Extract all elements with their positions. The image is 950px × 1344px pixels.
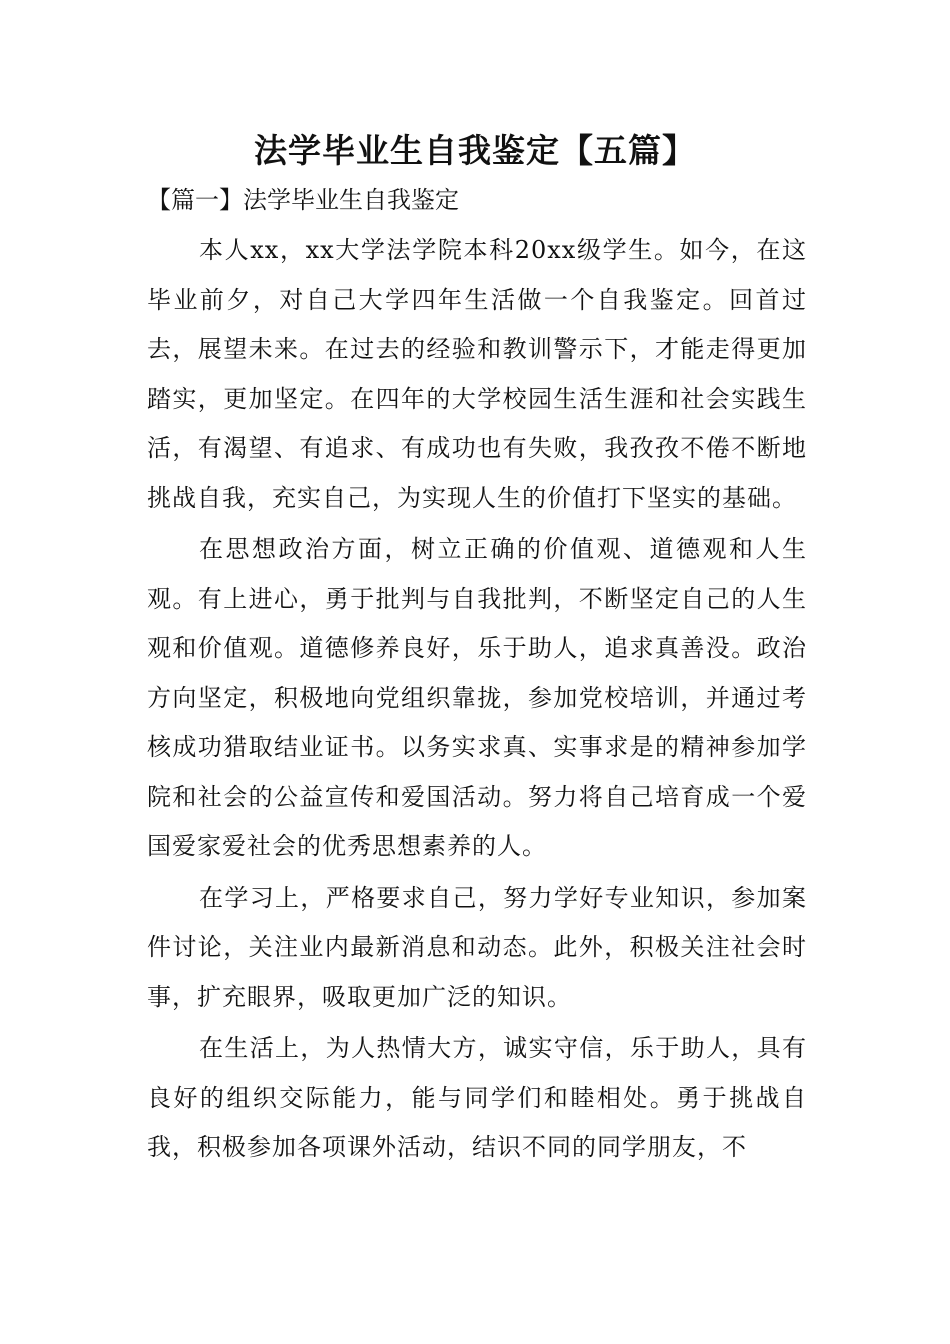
document-title: 法学毕业生自我鉴定【五篇】	[254, 131, 696, 170]
document-body	[147, 226, 807, 1175]
paragraph-study: 在学习上，严格要求自己，努力学好专业知识，参加案件讨论，关注业内最新消息和动态。此外，积极关注社会时事，扩充眼界，吸取更加广泛的知识。	[147, 883, 807, 1011]
paragraph-intro: 本人xx，xx大学法学院本科20xx级学生。如今，在这毕业前夕，对自己大学四年生活做一个自我鉴定。回首过去，展望未来。在过去的经验和教训警示下，才能走得更加踏实，更加坚定。在四年的大学校园生活生涯和社会实践生活，有渴望、有追求、有成功也有失败，我孜孜不倦不断地挑战自我，充实自己，为实现人生的价值打下坚实的基础。	[147, 236, 807, 512]
paragraph-ideology: 在思想政治方面，树立正确的价值观、道德观和人生观。有上进心，勇于批判与自我批判，不断坚定自己的人生观和价值观。道德修养良好，乐于助人，追求真善没。政治方向坚定，积极地向党组织靠拢，参加党校培训，并通过考核成功猎取结业证书。以务实求真、实事求是的精神参加学院和社会的公益宣传和爱国活动。努力将自己培育成一个爱国爱家爱社会的优秀思想素养的人。	[147, 535, 807, 860]
paragraph-life: 在生活上，为人热情大方，诚实守信，乐于助人，具有良好的组织交际能力，能与同学们和睦相处。勇于挑战自我，积极参加各项课外活动，结识不同的同学朋友，不	[147, 1034, 807, 1161]
section-heading: 【篇一】法学毕业生自我鉴定	[147, 186, 459, 214]
